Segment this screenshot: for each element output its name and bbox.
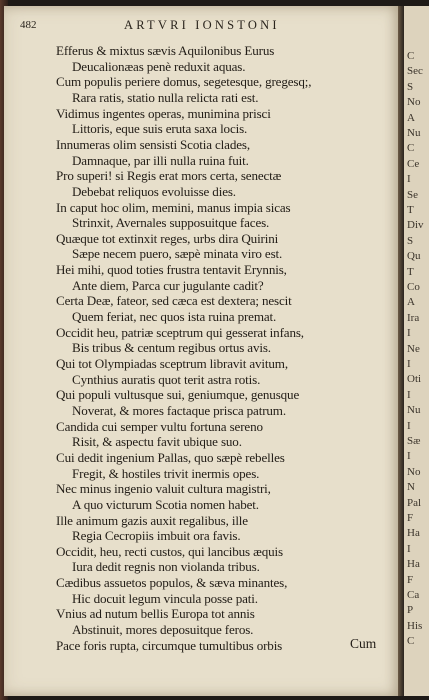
verse-line: Qui tot Olympiadas sceptrum libravit avitum,: [56, 356, 288, 371]
verse-line: Bis tribus & centum regibus ortus avis.: [72, 340, 271, 356]
facing-page-fragment: S: [407, 234, 414, 247]
verse-line: Qui populi vultusque sui, geniumque, genusque: [56, 387, 300, 403]
verse-line: A quo victurum Scotia nomen habet.: [72, 496, 259, 512]
verse-line: Cynthius auratis quot terit astra rotis.: [72, 371, 261, 387]
verse-line: Littoris, eque suis eruta saxa locis.: [72, 121, 248, 137]
facing-page-edge: [404, 6, 429, 696]
verse-line: Quem feriat, nec quos ista ruina premat.: [72, 309, 277, 325]
catchword: Cum: [350, 636, 377, 651]
facing-page-fragment: S: [407, 80, 414, 93]
verse-line: Hei mihi, quod toties frustra tentavit Erynnis,: [56, 262, 287, 278]
verse-line: Efferus & mixtus sævis Aquilonibus Eurus: [56, 43, 275, 58]
facing-page-fragment: I: [407, 327, 411, 340]
verse-line: Cum populis periere domus, segetesque, gregesq;,: [56, 74, 312, 90]
facing-page-fragment: I: [407, 173, 411, 186]
facing-page-fragment: I: [407, 450, 411, 463]
verse-line: Certa Deæ, fateor, sed cæca est dextera; nescit: [56, 293, 292, 309]
facing-page-fragment: Ha: [407, 558, 420, 571]
page-number: 482: [20, 19, 37, 31]
verse-line: Hic docuit legum vincula posse pati.: [72, 590, 258, 606]
verse-line: Pace foris rupta, circumque tumultibus orbis: [56, 637, 283, 653]
verse-line: Debebat reliquos evoluisse dies.: [72, 183, 236, 199]
verse-line: Ante diem, Parca cur jugulante cadit?: [72, 277, 264, 293]
verse-line: Quæque tot extinxit reges, urbs dira Quirini: [56, 230, 279, 246]
facing-page-fragment: Co: [407, 281, 420, 293]
verse-line: Fregit, & hostiles trivit inermis opes.: [72, 465, 260, 481]
verse-line: In caput hoc olim, memini, manus impia sicas: [56, 199, 291, 215]
facing-page-fragment: I: [407, 419, 411, 432]
verse-line: Cædibus assuetos populos, & sæva minantes,: [56, 575, 288, 591]
facing-page-fragment: Nu: [407, 127, 421, 139]
facing-page-fragment: Pal: [407, 496, 422, 509]
facing-page-fragment: C: [407, 142, 415, 155]
verse-line: Sæpe necem puero, sæpè minata viro est.: [72, 246, 283, 262]
facing-page-fragment: Ca: [407, 589, 420, 601]
facing-page-fragment: N: [407, 481, 415, 494]
facing-page-fragment: C: [407, 635, 415, 648]
book-page: [4, 6, 400, 696]
verse-line: Regia Cecropiis imbuit ora favis.: [72, 528, 241, 544]
verse-line: Occidit, heu, recti custos, qui lancibus æquis: [56, 543, 283, 559]
facing-page-fragment: Ira: [407, 311, 420, 324]
facing-page-fragment: No: [407, 96, 421, 109]
verse-line: Pro superi! si Regis erat mors certa, senectæ: [56, 168, 282, 184]
running-title: ARTVRI IONSTONI: [124, 18, 280, 32]
facing-page-fragment: F: [407, 573, 414, 586]
verse-line: Occidit heu, patriæ sceptrum qui gesserat infans,: [56, 324, 304, 340]
facing-page-fragment: Div: [407, 219, 424, 232]
page-header: [16, 16, 396, 36]
verse-line: Rara ratis, statio nulla relicta rati est.: [72, 89, 259, 105]
verse-line: Iura dedit regnis non violanda tribus.: [72, 559, 260, 575]
facing-page-fragment: Sæ: [407, 435, 421, 447]
verse-line: Ille animum gazis auxit regalibus, ille: [56, 512, 248, 528]
facing-page-fragment: Oti: [407, 373, 422, 386]
facing-page-fragment: A: [407, 296, 415, 309]
facing-page-fragment: Ce: [407, 157, 420, 170]
facing-page-fragment: No: [407, 465, 421, 478]
verse-line: Risit, & aspectu favit ubique suo.: [72, 434, 242, 450]
facing-page-fragment: Nu: [407, 404, 421, 417]
verse-line: Noverat, & mores factaque prisca patrum.: [72, 402, 286, 418]
verse-line: Vnius ad nutum bellis Europa tot annis: [56, 606, 255, 622]
verse-line: Deucalionæas penè reduxit aquas.: [72, 58, 246, 74]
facing-page-fragment: F: [407, 512, 414, 524]
facing-page-fragment: C: [407, 50, 415, 62]
facing-page-fragment: Ha: [407, 527, 420, 540]
verse-line: Strinxit, Avernales supposuitque faces.: [72, 215, 270, 231]
facing-page-fragment: Se: [407, 188, 418, 201]
facing-page-fragment: Sec: [407, 65, 423, 78]
facing-page-fragment: Qu: [407, 250, 421, 263]
verse-line: Damnaque, par illi nulla ruina fuit.: [72, 152, 249, 168]
facing-page-fragment: T: [407, 265, 414, 278]
facing-page-fragment: Ne: [407, 342, 420, 355]
facing-page-fragment: I: [407, 542, 411, 555]
verse-line: Cui dedit ingenium Pallas, quo sæpè rebelles: [56, 449, 285, 465]
verse-line: Innumeras olim sensisti Scotia clades,: [56, 136, 250, 152]
verse-line: Abstinuit, mores deposuitque feros.: [72, 622, 254, 638]
facing-page-fragment: P: [407, 604, 414, 617]
facing-page-fragment: His: [407, 619, 423, 632]
verse-line: Nec minus ingenio valuit cultura magistri,: [56, 481, 271, 497]
verse-line: Vidimus ingentes operas, munimina prisci: [56, 105, 271, 121]
facing-page-fragment: I: [407, 388, 411, 401]
facing-page-fragment: A: [407, 111, 415, 124]
verse-line: Candida cui semper vultu fortuna sereno: [56, 418, 263, 434]
facing-page-fragment: I: [407, 358, 411, 370]
facing-page-fragment: T: [407, 204, 414, 216]
